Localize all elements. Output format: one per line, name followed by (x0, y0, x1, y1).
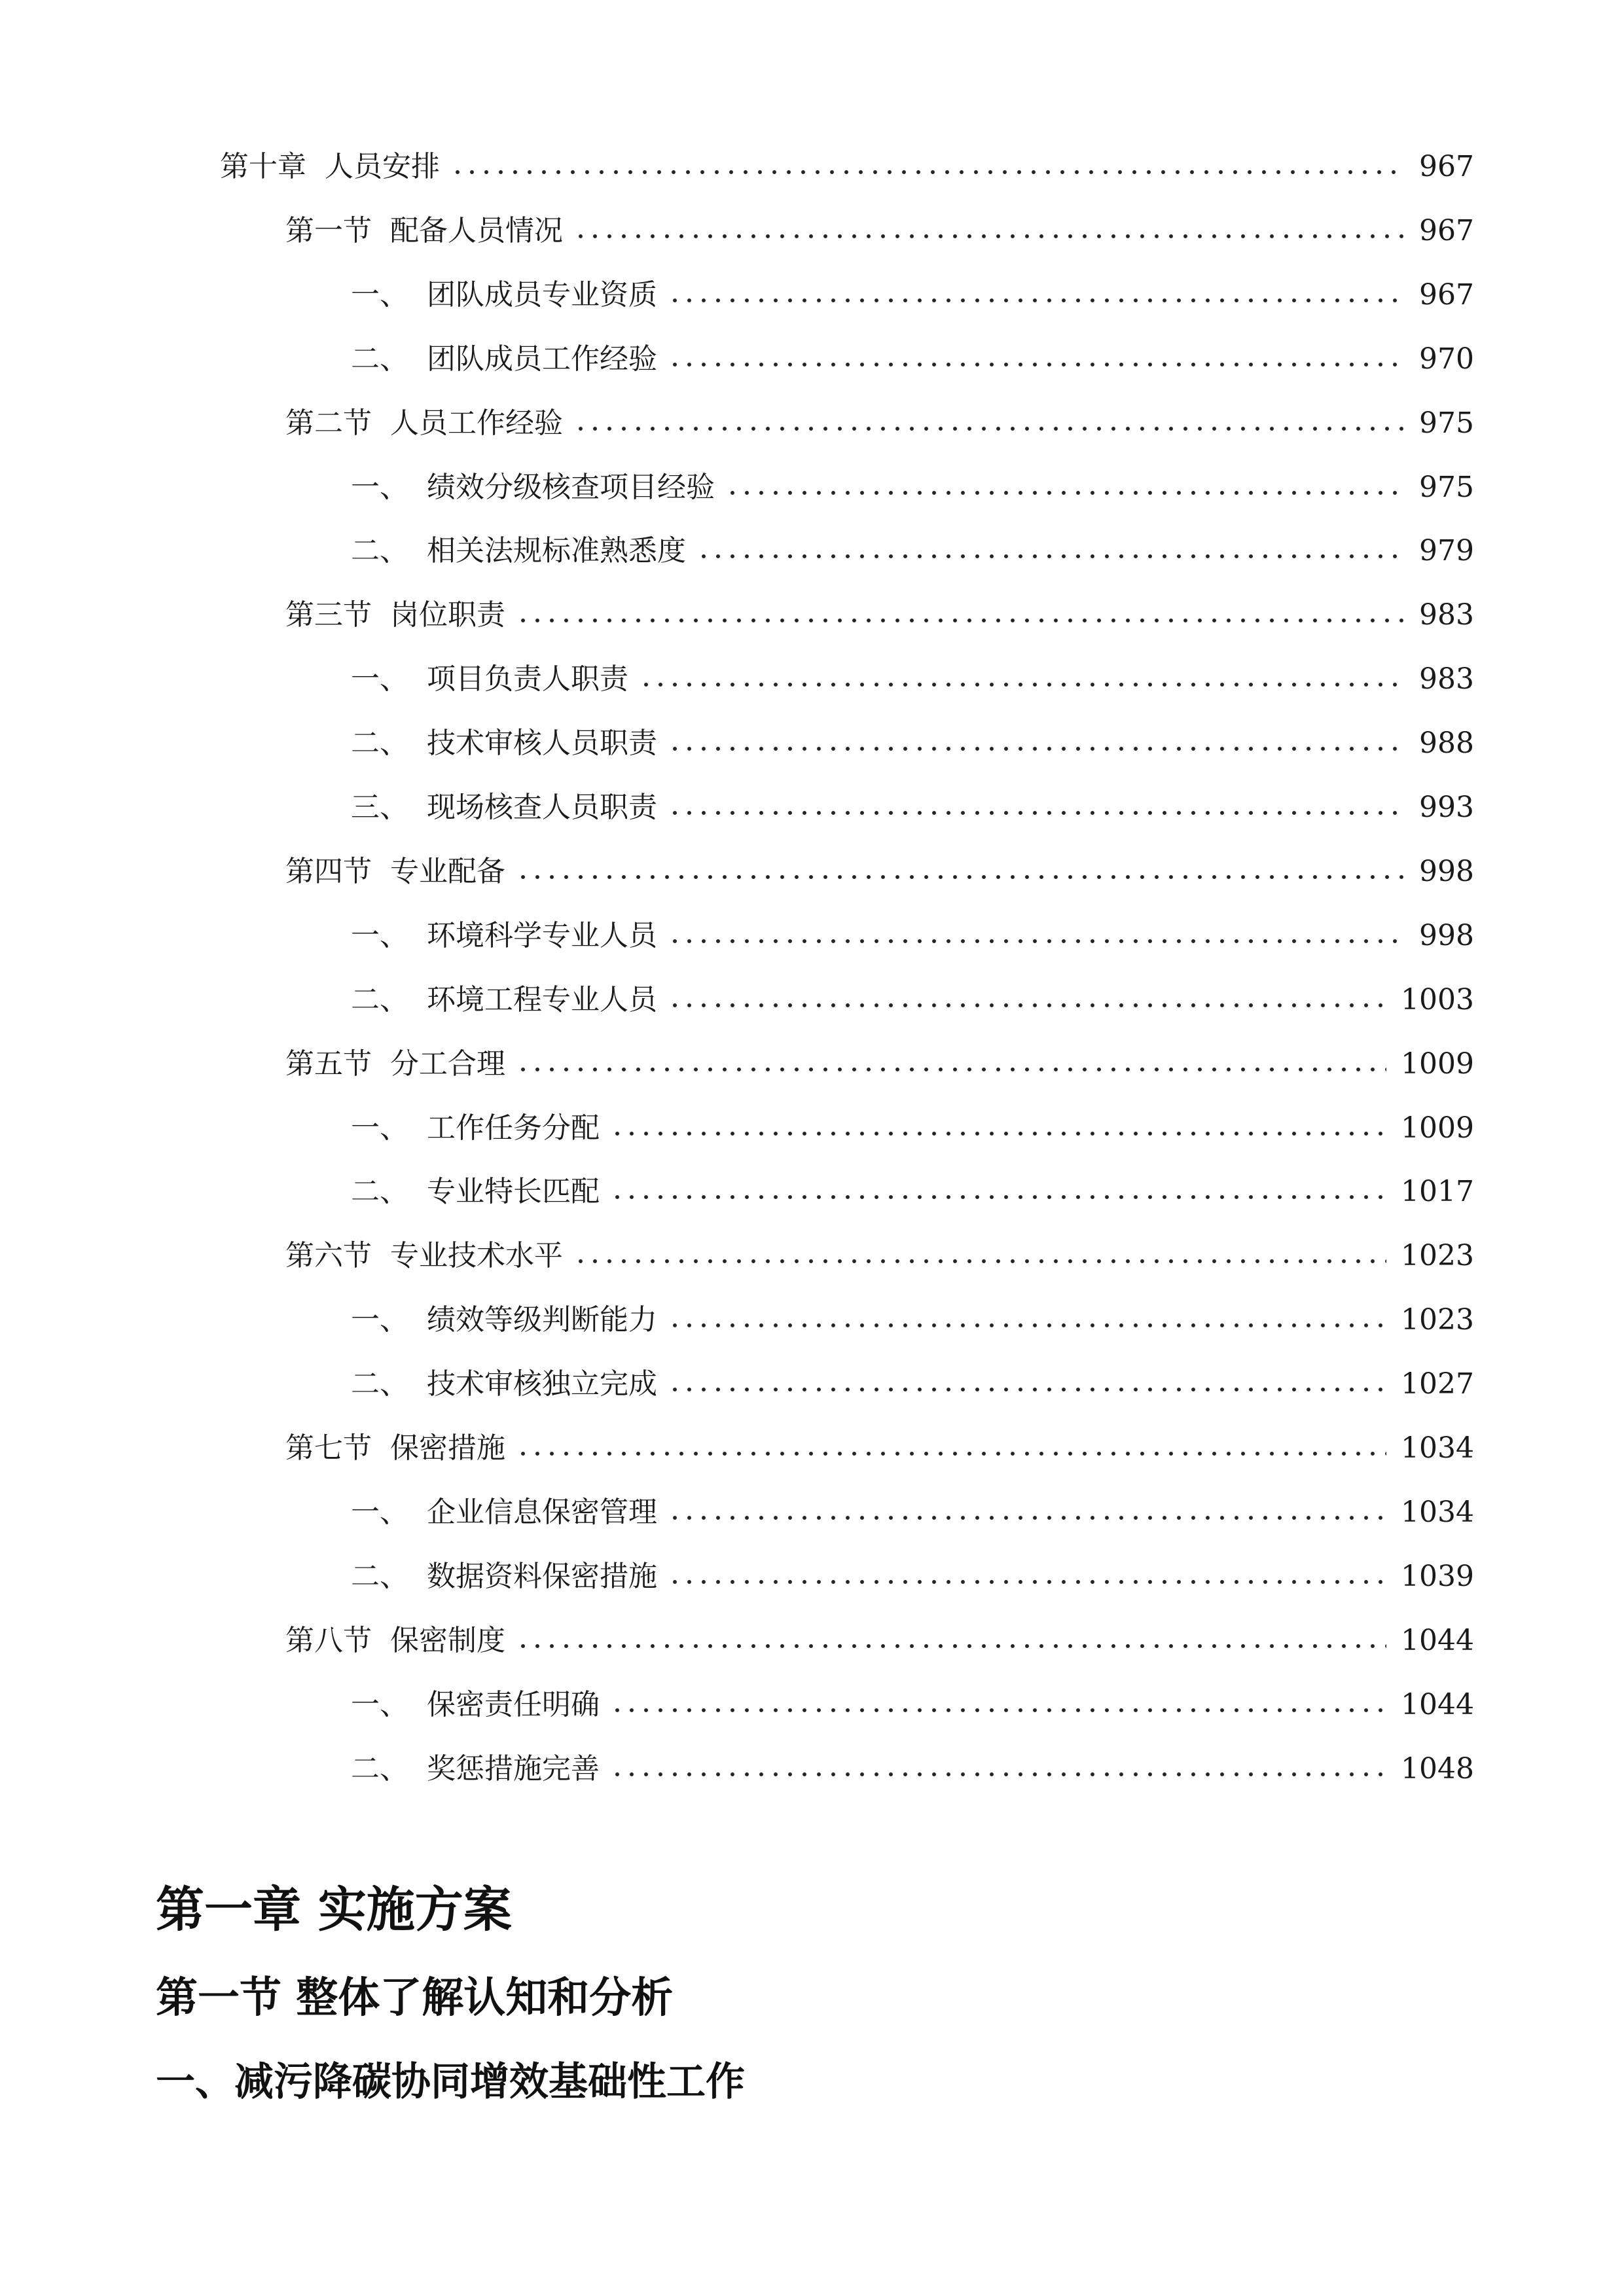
toc-entry-number: 三、 (351, 791, 408, 824)
toc-entry[interactable] (285, 594, 1474, 637)
toc-entry-label (285, 1043, 505, 1086)
toc-entry-text: 项目负责人职责 (427, 662, 628, 696)
toc-entry-text: 第六节 专业技术水平 (285, 1239, 563, 1272)
toc-dot-leader (668, 361, 1405, 368)
toc-dot-leader (516, 874, 1405, 880)
toc-entry-number: 一、 (351, 1688, 408, 1721)
toc-entry-number: 一、 (351, 1111, 408, 1145)
toc-entry-text: 技术审核人员职责 (427, 726, 657, 760)
toc-entry-label (351, 1107, 600, 1150)
toc-entry-label (351, 1555, 657, 1598)
toc-entry-label (351, 1748, 600, 1791)
toc-entry-label (351, 529, 686, 573)
toc-entry-label (351, 658, 628, 701)
toc-entry-number: 二、 (351, 1367, 408, 1401)
toc-entry[interactable] (351, 529, 1474, 573)
toc-page-number: 1039 (1401, 1560, 1474, 1593)
toc-page-number: 1027 (1401, 1367, 1474, 1401)
toc-entry-label (351, 1170, 600, 1213)
toc-entry-text: 环境工程专业人员 (427, 983, 657, 1016)
toc-entry[interactable] (351, 1748, 1474, 1791)
toc-dot-leader (610, 1130, 1386, 1137)
toc-page-number: 993 (1419, 791, 1474, 824)
toc-entry[interactable] (285, 850, 1474, 893)
toc-entry-text: 团队成员工作经验 (427, 342, 657, 376)
toc-entry-label (220, 145, 440, 188)
toc-entry-label (285, 1234, 563, 1278)
toc-dot-leader (696, 553, 1405, 560)
toc-entry-text: 工作任务分配 (427, 1111, 600, 1145)
toc-dot-leader (610, 1707, 1386, 1713)
toc-entry[interactable] (351, 722, 1474, 765)
toc-entry-number: 一、 (351, 662, 408, 696)
toc-page-number: 967 (1419, 150, 1474, 183)
toc-entry-text: 第二节 人员工作经验 (285, 406, 563, 440)
toc-dot-leader (639, 681, 1405, 688)
toc-dot-leader (610, 1194, 1386, 1200)
toc-entry-number: 二、 (351, 534, 408, 567)
toc-entry-label (285, 402, 563, 445)
toc-entry[interactable] (351, 1299, 1474, 1342)
toc-page-number: 998 (1419, 855, 1474, 888)
toc-entry-text: 奖惩措施完善 (427, 1752, 600, 1785)
toc-dot-leader (668, 938, 1405, 944)
toc-dot-leader (668, 745, 1405, 752)
toc-entry-number: 二、 (351, 726, 408, 760)
toc-entry-text: 环境科学专业人员 (427, 919, 657, 952)
toc-dot-leader (573, 233, 1405, 240)
toc-entry-label (351, 338, 657, 381)
toc-page-number: 970 (1419, 342, 1474, 376)
toc-entry-number: 一、 (351, 1303, 408, 1336)
toc-dot-leader (573, 1258, 1386, 1265)
toc-page-number: 1003 (1401, 983, 1474, 1016)
toc-page-number: 1034 (1401, 1496, 1474, 1529)
toc-dot-leader (668, 1515, 1386, 1521)
toc-entry[interactable] (285, 209, 1474, 253)
toc-dot-leader (450, 169, 1405, 175)
toc-entry-label (285, 1427, 505, 1470)
toc-entry-text: 专业特长匹配 (427, 1175, 600, 1208)
toc-entry-label (285, 1619, 505, 1662)
toc-page-number: 988 (1419, 726, 1474, 760)
subsection-heading: 一、减污降碳协同增效基础性工作 (156, 2059, 745, 2105)
toc-entry[interactable] (351, 1107, 1474, 1150)
toc-dot-leader (610, 1771, 1386, 1778)
toc-entry-number: 一、 (351, 471, 408, 504)
toc-entry-label (351, 1299, 657, 1342)
toc-dot-leader (725, 490, 1405, 496)
toc-page-number: 1017 (1401, 1175, 1474, 1208)
toc-dot-leader (668, 1002, 1386, 1009)
toc-page-number: 967 (1419, 214, 1474, 247)
toc-entry-number: 二、 (351, 1560, 408, 1593)
toc-entry-text: 团队成员专业资质 (427, 278, 657, 312)
toc-page-number: 1009 (1401, 1111, 1474, 1145)
toc-page-number: 979 (1419, 534, 1474, 567)
toc-entry-number: 二、 (351, 1175, 408, 1208)
toc-entry-number: 一、 (351, 278, 408, 312)
toc-entry-number: 二、 (351, 1752, 408, 1785)
toc-entry-label (351, 1491, 657, 1534)
toc-dot-leader (668, 1322, 1386, 1329)
toc-entry-label (351, 786, 657, 829)
toc-page-number: 1044 (1401, 1624, 1474, 1657)
toc-page-number: 1034 (1401, 1431, 1474, 1465)
toc-page-number: 1044 (1401, 1688, 1474, 1721)
toc-entry-label (285, 594, 505, 637)
toc-entry-label (351, 722, 657, 765)
toc-entry[interactable] (285, 1619, 1474, 1662)
toc-entry[interactable] (220, 145, 1474, 188)
toc-dot-leader (516, 1643, 1386, 1649)
toc-entry-label (351, 914, 657, 958)
toc-entry-number: 二、 (351, 342, 408, 376)
toc-entry-text: 第十章 人员安排 (220, 150, 440, 183)
toc-dot-leader (516, 617, 1405, 624)
toc-entry-text: 绩效等级判断能力 (427, 1303, 657, 1336)
toc-entry-text: 技术审核独立完成 (427, 1367, 657, 1401)
toc-entry-number: 二、 (351, 983, 408, 1016)
toc-entry-number: 一、 (351, 1496, 408, 1529)
toc-dot-leader (573, 425, 1405, 432)
toc-page-number: 1009 (1401, 1047, 1474, 1081)
toc-entry-label (351, 978, 657, 1022)
toc-entry-text: 第五节 分工合理 (285, 1047, 505, 1081)
toc-entry-label (351, 274, 657, 317)
toc-entry[interactable] (351, 274, 1474, 317)
toc-dot-leader (516, 1066, 1386, 1073)
toc-page-number: 975 (1419, 406, 1474, 440)
toc-entry-label (285, 209, 563, 253)
toc-entry[interactable] (351, 914, 1474, 958)
toc-page-number: 975 (1419, 471, 1474, 504)
toc-dot-leader (668, 810, 1405, 816)
toc-entry[interactable] (351, 786, 1474, 829)
toc-dot-leader (668, 297, 1405, 304)
toc-entry-text: 第八节 保密制度 (285, 1624, 505, 1657)
toc-page-number: 1048 (1401, 1752, 1474, 1785)
section-heading: 第一节 整体了解认知和分析 (156, 1974, 674, 2022)
toc-entry-text: 现场核查人员职责 (427, 791, 657, 824)
toc-entry[interactable] (285, 1427, 1474, 1470)
toc-entry-text: 相关法规标准熟悉度 (427, 534, 686, 567)
toc-entry-text: 第七节 保密措施 (285, 1431, 505, 1465)
toc-entry[interactable] (351, 1491, 1474, 1534)
toc-page-number: 1023 (1401, 1239, 1474, 1272)
toc-entry-label (351, 1683, 600, 1727)
toc-entry[interactable] (351, 1683, 1474, 1727)
toc-entry[interactable] (351, 338, 1474, 381)
toc-page-number: 998 (1419, 919, 1474, 952)
toc-entry-text: 第三节 岗位职责 (285, 598, 505, 632)
toc-entry[interactable] (285, 1234, 1474, 1278)
toc-dot-leader (668, 1386, 1386, 1393)
toc-entry-text: 第一节 配备人员情况 (285, 214, 563, 247)
toc-page-number: 1023 (1401, 1303, 1474, 1336)
toc-entry[interactable] (351, 1363, 1474, 1406)
chapter-heading: 第一章 实施方案 (156, 1882, 512, 1938)
toc-dot-leader (668, 1579, 1386, 1585)
toc-entry-number: 一、 (351, 919, 408, 952)
toc-entry-text: 保密责任明确 (427, 1688, 600, 1721)
toc-entry[interactable] (351, 978, 1474, 1022)
toc-entry-text: 企业信息保密管理 (427, 1496, 657, 1529)
toc-entry[interactable] (285, 402, 1474, 445)
toc-entry-text: 绩效分级核查项目经验 (427, 471, 715, 504)
toc-entry-label (351, 1363, 657, 1406)
toc-entry[interactable] (351, 1170, 1474, 1213)
toc-entry[interactable] (351, 658, 1474, 701)
toc-page-number: 983 (1419, 598, 1474, 632)
toc-entry[interactable] (351, 1555, 1474, 1598)
toc-entry[interactable] (351, 466, 1474, 509)
toc-entry-text: 数据资料保密措施 (427, 1560, 657, 1593)
toc-entry-text: 第四节 专业配备 (285, 855, 505, 888)
toc-page-number: 983 (1419, 662, 1474, 696)
toc-entry[interactable] (285, 1043, 1474, 1086)
toc-dot-leader (516, 1450, 1386, 1457)
toc-page-number: 967 (1419, 278, 1474, 312)
toc-entry-label (351, 466, 715, 509)
toc-entry-label (285, 850, 505, 893)
